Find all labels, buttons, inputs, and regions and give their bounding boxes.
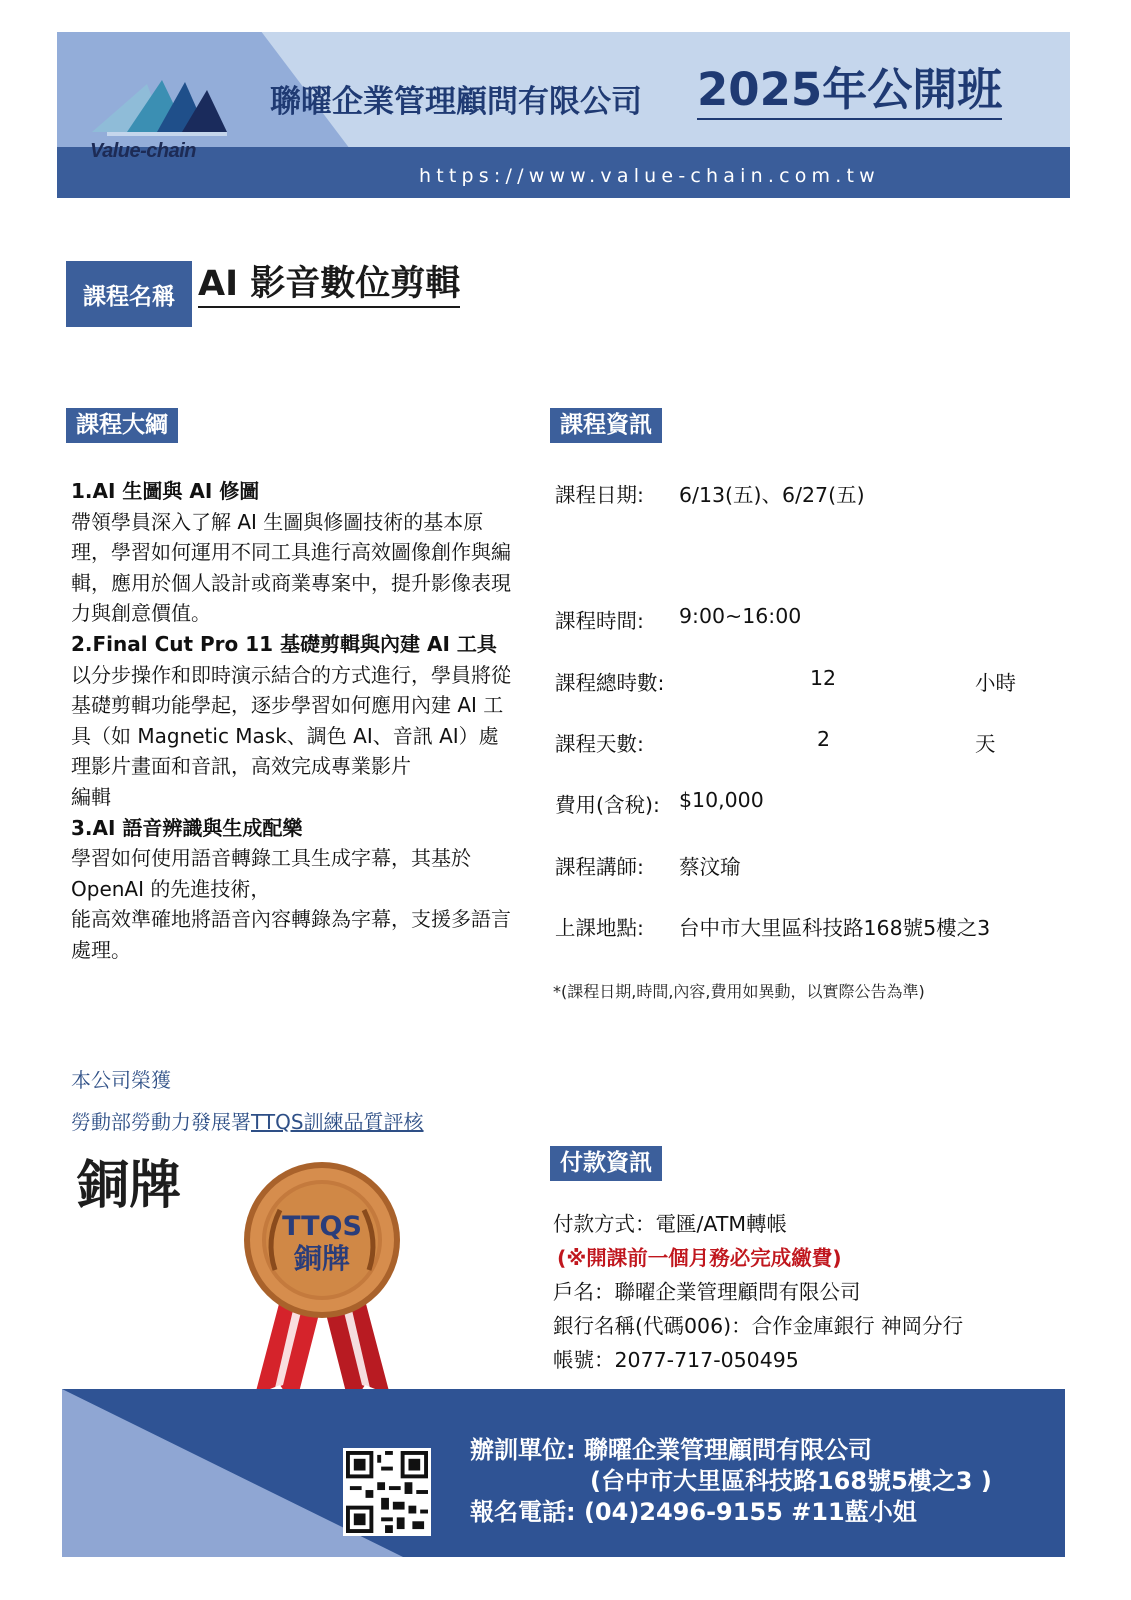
outline-line: 3.AI 語音辨識與生成配樂 [71,815,303,840]
outline-line: 2.Final Cut Pro 11 基礎剪輯與內建 AI 工具 [71,631,497,656]
payment-content [553,1207,1033,1377]
honor-text-prefix: 勞動部勞動力發展署 [71,1110,251,1134]
payment-account-number: 帳號：2077-717-050495 [553,1348,799,1372]
company-title: 聯曜企業管理顧問有限公司 [270,84,642,120]
footer-organizer: 辦訓單位: 聯曜企業管理顧問有限公司 [470,1436,872,1464]
website-url[interactable]: https://www.value-chain.com.tw [419,165,880,187]
medal-text-line1: TTQS [282,1211,362,1242]
info-place-key: 上課地點: [555,916,644,940]
outline-line: 1.AI 生圖與 AI 修圖 [71,479,260,503]
outline-line: 帶領學員深入了解 AI 生圖與修圖技術的基本原理，學習如何運用不同工具進行高效圖像創作與編輯，應用於個人設計或商業專案中，提升影像表現力與創意價值。 [71,509,511,626]
logo-text: Value-chain [90,140,197,162]
footer-text [470,1435,992,1528]
outline-content [71,476,511,966]
payment-label: 付款資訊 [550,1146,662,1181]
header-banner [57,32,1070,198]
outline-line: 學習如何使用語音轉錄工具生成字幕，其基於 OpenAI 的先進技術， [71,846,471,901]
payment-notice: (※開課前一個月務必完成繳費) [557,1246,842,1270]
ttqs-medal-icon [235,1160,410,1410]
info-date-key: 課程日期: [555,483,644,507]
info-place-value: 台中市大里區科技路168號5樓之3 [679,916,991,940]
bronze-title: 銅牌 [77,1156,182,1216]
info-label: 課程資訊 [550,408,662,443]
info-days-unit: 天 [975,732,996,756]
honor-text-underlined: TTQS訓練品質評核 [251,1110,424,1134]
outline-line: 能高效準確地將語音內容轉錄為字幕，支援多語言處理。 [71,907,511,962]
info-hours-key: 課程總時數: [555,671,665,695]
footer-banner [62,1389,1065,1557]
info-time-value: 9:00~16:00 [679,604,802,628]
outline-label: 課程大綱 [66,408,178,443]
year-title: 2025年公開班 [697,62,1002,120]
honor-intro: 本公司榮獲 [71,1068,171,1092]
course-name: AI 影音數位剪輯 [198,262,460,308]
info-fee-key: 費用(含稅): [555,793,660,817]
qr-code-icon[interactable] [343,1448,431,1536]
payment-method: 付款方式：電匯/ATM轉帳 [553,1212,788,1236]
footer-phone[interactable]: 報名電話: (04)2496-9155 #11藍小姐 [470,1498,917,1526]
outline-line: 以分步操作和即時演示結合的方式進行，學員將從基礎剪輯功能學起，逐步學習如何應用內建 AI 工具（如 Magnetic Mask、調色 AI、音訊 AI）處理影片畫面和音訊，高效完成專業影片 [71,662,511,779]
info-time-key: 課程時間: [555,609,644,633]
payment-account-name: 戶名：聯曜企業管理顧問有限公司 [553,1280,861,1304]
info-date-value: 6/13(五)、6/27(五) [679,483,865,507]
info-days-value: 2 [817,727,831,751]
honor-text [71,1106,424,1135]
info-disclaimer: *(課程日期,時間,內容,費用如異動，以實際公告為準) [553,982,925,1001]
outline-line: 編輯 [71,784,111,809]
payment-bank: 銀行名稱(代碼006)：合作金庫銀行 神岡分行 [553,1314,964,1338]
info-teacher-key: 課程講師: [555,855,644,879]
footer-address: (台中市大里區科技路168號5樓之3 ) [590,1467,992,1495]
info-days-key: 課程天數: [555,732,644,756]
medal-text-line2: 銅牌 [293,1242,351,1275]
course-name-label: 課程名稱 [66,261,192,327]
info-hours-unit: 小時 [975,671,1016,695]
info-teacher-value: 蔡汶瑜 [679,855,741,879]
info-fee-value: $10,000 [679,788,764,812]
info-hours-value: 12 [810,666,837,690]
